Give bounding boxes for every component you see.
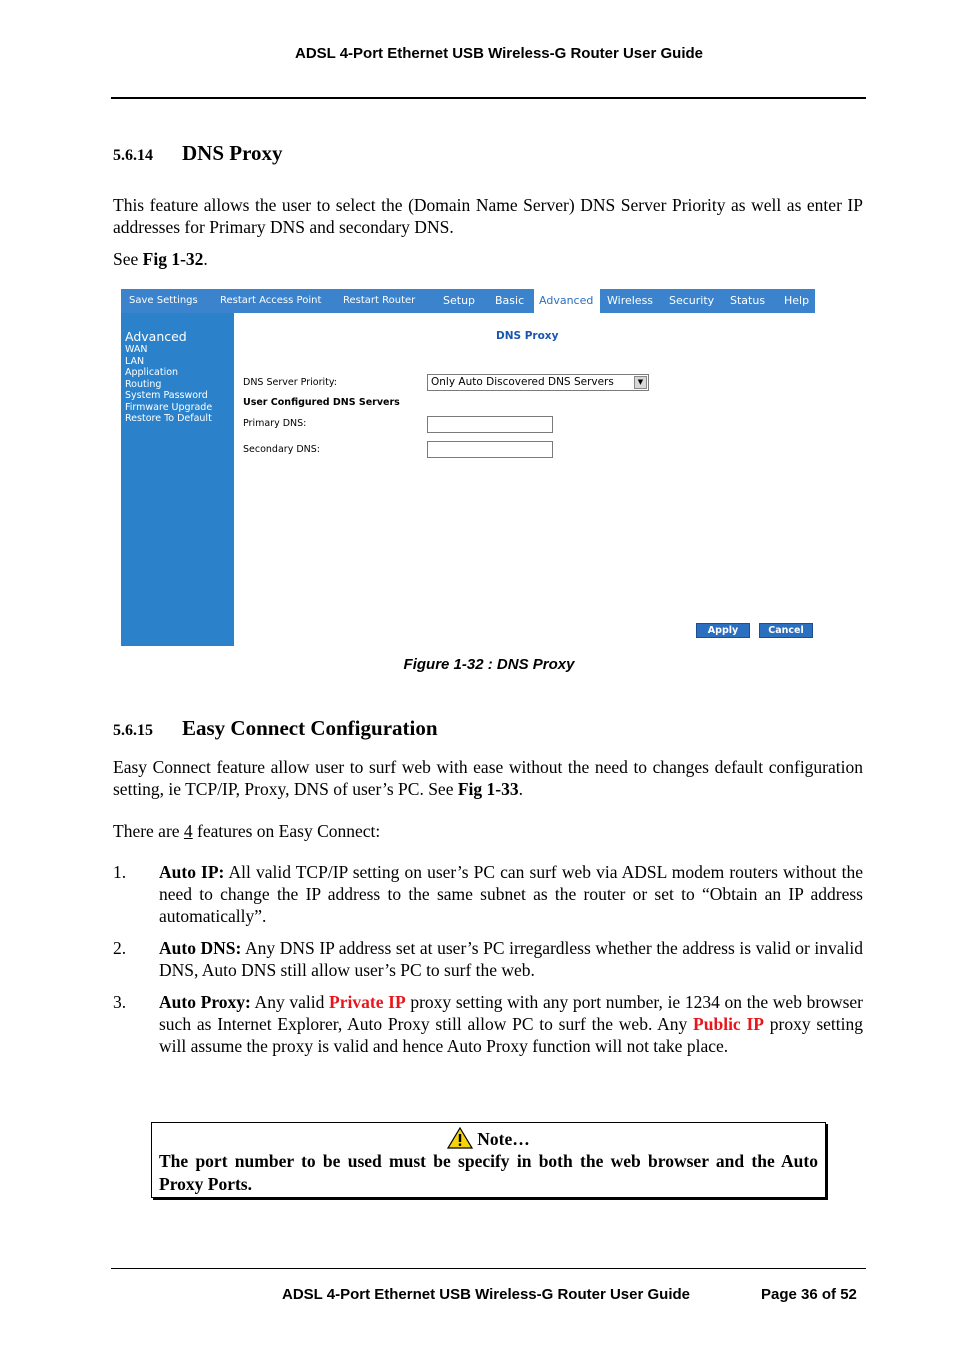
note-title: Note… bbox=[477, 1129, 530, 1149]
chevron-down-icon[interactable]: ▼ bbox=[634, 376, 647, 389]
page-number: Page 36 of 52 bbox=[761, 1286, 857, 1303]
section-title: Easy Connect Configuration bbox=[182, 716, 438, 740]
features-intro-suffix: features on Easy Connect: bbox=[192, 821, 381, 841]
list-item-term: Auto IP: bbox=[159, 862, 225, 882]
sidebar bbox=[121, 313, 234, 646]
easy-connect-description bbox=[113, 756, 863, 800]
list-item-text: Any valid bbox=[250, 992, 330, 1012]
dns-server-priority-label: DNS Server Priority: bbox=[243, 377, 337, 388]
easy-connect-text: Easy Connect feature allow user to surf web with ease without the need to changes default configuration setting, ie TCP/IP, Proxy, DNS of user’s PC. See bbox=[113, 757, 863, 799]
features-intro-prefix: There are bbox=[113, 821, 184, 841]
restart-access-point-link[interactable]: Restart Access Point bbox=[220, 295, 322, 306]
sidebar-item-system-password[interactable]: System Password bbox=[125, 390, 208, 401]
user-configured-dns-heading: User Configured DNS Servers bbox=[243, 397, 400, 408]
primary-dns-label: Primary DNS: bbox=[243, 418, 307, 429]
tab-status[interactable]: Status bbox=[730, 294, 766, 307]
dns-server-priority-value: Only Auto Discovered DNS Servers bbox=[431, 376, 614, 388]
dns-proxy-page-title: DNS Proxy bbox=[496, 330, 559, 342]
see-figure-line bbox=[113, 248, 863, 270]
public-ip-highlight: Public IP bbox=[693, 1014, 764, 1034]
list-number: 1. bbox=[113, 862, 127, 882]
figure-reference: Fig 1-32 bbox=[142, 249, 204, 269]
note-box bbox=[151, 1122, 826, 1198]
list-item bbox=[113, 861, 863, 927]
warning-icon bbox=[447, 1127, 473, 1149]
note-body: The port number to be used must be specify in both the web browser and the Auto Proxy Ports. bbox=[159, 1151, 818, 1194]
list-item-text: proxy setting will assume the proxy is valid and hence Auto Proxy function will not take place. bbox=[159, 1014, 863, 1056]
tab-wireless[interactable]: Wireless bbox=[607, 294, 654, 307]
cancel-button[interactable]: Cancel bbox=[759, 623, 813, 638]
features-intro bbox=[113, 820, 863, 842]
sidebar-item-restore-to-default[interactable]: Restore To Default bbox=[125, 413, 212, 424]
save-settings-link[interactable]: Save Settings bbox=[129, 295, 198, 306]
list-item-text: proxy setting with any port number, ie 1234 on the web browser such as Internet Explorer, Auto Proxy still allow PC to surf the web. Any bbox=[159, 992, 863, 1034]
footer-rule bbox=[111, 1268, 866, 1269]
list-item bbox=[113, 991, 863, 1057]
list-item-term: Auto DNS: bbox=[159, 938, 242, 958]
secondary-dns-label: Secondary DNS: bbox=[243, 444, 320, 455]
sidebar-title: Advanced bbox=[125, 329, 187, 344]
section-number: 5.6.14 bbox=[113, 147, 153, 164]
sidebar-item-routing[interactable]: Routing bbox=[125, 379, 162, 390]
apply-button[interactable]: Apply bbox=[696, 623, 750, 638]
footer-title: ADSL 4-Port Ethernet USB Wireless-G Router User Guide bbox=[282, 1286, 691, 1303]
dns-server-priority-select[interactable] bbox=[427, 374, 649, 391]
dns-proxy-screenshot bbox=[121, 289, 815, 646]
figure-caption: Figure 1-32 : DNS Proxy bbox=[403, 656, 575, 673]
see-suffix: . bbox=[203, 249, 208, 269]
section-heading-easy-connect bbox=[113, 716, 438, 741]
figure-reference: Fig 1-33 bbox=[457, 779, 519, 799]
features-count: 4 bbox=[183, 821, 193, 841]
page-header: ADSL 4-Port Ethernet USB Wireless-G Router User Guide bbox=[294, 45, 703, 62]
sidebar-item-lan[interactable]: LAN bbox=[125, 356, 145, 367]
note-heading bbox=[152, 1127, 825, 1150]
header-rule bbox=[111, 97, 866, 99]
tab-advanced[interactable]: Advanced bbox=[539, 294, 594, 307]
dns-proxy-description: This feature allows the user to select the (Domain Name Server) DNS Server Priority as well as enter IP addresses for Primary DNS and secondary DNS. bbox=[113, 195, 863, 237]
list-item-text: All valid TCP/IP setting on user’s PC can surf web via ADSL modem routers without the need to change the IP address to the same subnet as the router or set to “Obtain an IP address automatically”. bbox=[159, 862, 863, 926]
easy-connect-text-end: . bbox=[518, 779, 523, 799]
list-number: 2. bbox=[113, 938, 127, 958]
list-number: 3. bbox=[113, 992, 127, 1012]
primary-dns-input[interactable] bbox=[427, 416, 553, 433]
list-item-term: Auto Proxy: bbox=[159, 992, 251, 1012]
sidebar-item-wan[interactable]: WAN bbox=[125, 344, 148, 355]
list-item-text: Any DNS IP address set at user’s PC irregardless whether the address is valid or invalid DNS, Auto DNS still allow user’s PC to surf the web. bbox=[159, 938, 863, 980]
secondary-dns-input[interactable] bbox=[427, 441, 553, 458]
private-ip-highlight: Private IP bbox=[329, 992, 406, 1012]
tab-basic[interactable]: Basic bbox=[495, 294, 525, 307]
sidebar-item-firmware-upgrade[interactable]: Firmware Upgrade bbox=[125, 402, 213, 413]
sidebar-item-application[interactable]: Application bbox=[125, 367, 179, 378]
see-prefix: See bbox=[113, 249, 143, 269]
list-item bbox=[113, 937, 863, 981]
section-number: 5.6.15 bbox=[113, 722, 153, 739]
section-title: DNS Proxy bbox=[182, 141, 283, 165]
tab-setup[interactable]: Setup bbox=[443, 294, 476, 307]
section-heading-dns-proxy bbox=[113, 141, 283, 166]
tab-security[interactable]: Security bbox=[669, 294, 715, 307]
restart-router-link[interactable]: Restart Router bbox=[343, 295, 416, 306]
tab-help[interactable]: Help bbox=[784, 294, 810, 307]
